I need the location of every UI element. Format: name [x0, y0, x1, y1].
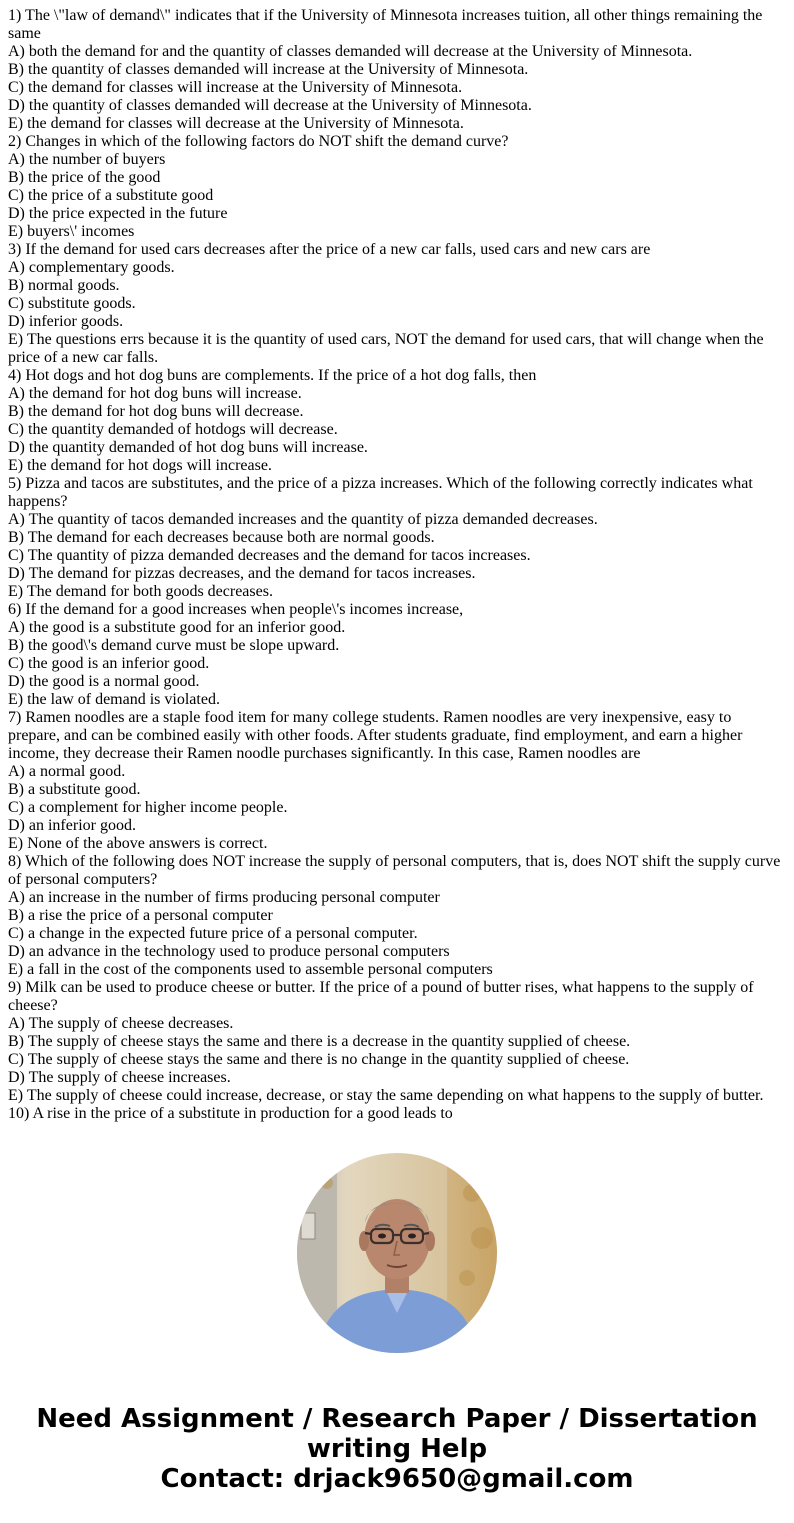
- question-2-option-a: A) the number of buyers: [8, 151, 166, 168]
- question-1-option-a: A) both the demand for and the quantity of classes demanded will decrease at the University of Minnesota.: [8, 43, 693, 60]
- question-9-option-b: B) The supply of cheese stays the same and there is a decrease in the quantity supplied of cheese.: [8, 1033, 631, 1050]
- question-2-option-c: C) the price of a substitute good: [8, 187, 214, 204]
- question-document: [8, 7, 784, 1123]
- question-1-stem: 1) The \"law of demand\" indicates that if the University of Minnesota increases tuition, all other things remaining the same: [8, 7, 763, 42]
- question-9-option-a: A) The supply of cheese decreases.: [8, 1015, 234, 1032]
- question-2-stem: 2) Changes in which of the following factors do NOT shift the demand curve?: [8, 133, 509, 150]
- question-8-option-e: E) a fall in the cost of the components used to assemble personal computers: [8, 961, 493, 978]
- question-6-option-b: B) the good\'s demand curve must be slope upward.: [8, 637, 340, 654]
- question-3-option-c: C) substitute goods.: [8, 295, 136, 312]
- question-3-option-b: B) normal goods.: [8, 277, 120, 294]
- question-1-option-e: E) the demand for classes will decrease at the University of Minnesota.: [8, 115, 464, 132]
- question-3-option-d: D) inferior goods.: [8, 313, 124, 330]
- question-3-option-a: A) complementary goods.: [8, 259, 175, 276]
- question-3-stem: 3) If the demand for used cars decreases after the price of a new car falls, used cars and new cars are: [8, 241, 651, 258]
- question-1-option-c: C) the demand for classes will increase at the University of Minnesota.: [8, 79, 463, 96]
- question-6-option-c: C) the good is an inferior good.: [8, 655, 210, 672]
- question-8-option-d: D) an advance in the technology used to produce personal computers: [8, 943, 450, 960]
- promo-banner: [0, 1404, 794, 1494]
- question-7-option-b: B) a substitute good.: [8, 781, 141, 798]
- question-9-option-d: D) The supply of cheese increases.: [8, 1069, 231, 1086]
- question-4-option-b: B) the demand for hot dog buns will decrease.: [8, 403, 304, 420]
- question-8-option-c: C) a change in the expected future price of a personal computer.: [8, 925, 418, 942]
- author-photo: [297, 1153, 497, 1353]
- question-6-stem: 6) If the demand for a good increases when people\'s incomes increase,: [8, 601, 464, 618]
- question-3-option-e: E) The questions errs because it is the quantity of used cars, NOT the demand for used cars, that will change when the price of a new car falls.: [8, 331, 764, 366]
- portrait-illustration: [297, 1153, 497, 1353]
- question-6-option-d: D) the good is a normal good.: [8, 673, 200, 690]
- question-9-option-c: C) The supply of cheese stays the same and there is no change in the quantity supplied of cheese.: [8, 1051, 630, 1068]
- question-9-option-e: E) The supply of cheese could increase, decrease, or stay the same depending on what happens to the supply of butter.: [8, 1087, 764, 1104]
- question-4-option-a: A) the demand for hot dog buns will increase.: [8, 385, 302, 402]
- question-1-option-b: B) the quantity of classes demanded will increase at the University of Minnesota.: [8, 61, 529, 78]
- question-1-option-d: D) the quantity of classes demanded will decrease at the University of Minnesota.: [8, 97, 532, 114]
- question-8-stem: 8) Which of the following does NOT increase the supply of personal computers, that is, does NOT shift the supply curve of personal computers?: [8, 853, 781, 888]
- question-7-stem: 7) Ramen noodles are a staple food item for many college students. Ramen noodles are very inexpensive, easy to prepare, and can be combined easily with other foods. After students graduate, find employment, and earn a higher income, they decrease their Ramen noodle purchases significantly. In this case, Ramen noodles are: [8, 709, 743, 762]
- question-4-option-d: D) the quantity demanded of hot dog buns will increase.: [8, 439, 368, 456]
- question-4-option-e: E) the demand for hot dogs will increase.: [8, 457, 272, 474]
- question-5-option-b: B) The demand for each decreases because both are normal goods.: [8, 529, 435, 546]
- question-7-option-d: D) an inferior good.: [8, 817, 136, 834]
- question-5-option-a: A) The quantity of tacos demanded increases and the quantity of pizza demanded decreases.: [8, 511, 598, 528]
- question-7-option-a: A) a normal good.: [8, 763, 126, 780]
- question-6-option-e: E) the law of demand is violated.: [8, 691, 220, 708]
- question-2-option-b: B) the price of the good: [8, 169, 161, 186]
- promo-subheadline: writing Help: [306, 1434, 488, 1464]
- question-5-option-d: D) The demand for pizzas decreases, and the demand for tacos increases.: [8, 565, 476, 582]
- question-10-stem: 10) A rise in the price of a substitute in production for a good leads to: [8, 1105, 453, 1122]
- question-5-stem: 5) Pizza and tacos are substitutes, and the price of a pizza increases. Which of the following correctly indicates what happens?: [8, 475, 753, 510]
- question-2-option-d: D) the price expected in the future: [8, 205, 228, 222]
- question-5-option-c: C) The quantity of pizza demanded decreases and the demand for tacos increases.: [8, 547, 531, 564]
- promo-contact: Contact: drjack9650@gmail.com: [160, 1464, 634, 1494]
- question-8-option-b: B) a rise the price of a personal computer: [8, 907, 273, 924]
- question-8-option-a: A) an increase in the number of firms producing personal computer: [8, 889, 440, 906]
- question-9-stem: 9) Milk can be used to produce cheese or butter. If the price of a pound of butter rises, what happens to the supply of cheese?: [8, 979, 754, 1014]
- question-4-option-c: C) the quantity demanded of hotdogs will decrease.: [8, 421, 338, 438]
- question-4-stem: 4) Hot dogs and hot dog buns are complements. If the price of a hot dog falls, then: [8, 367, 537, 384]
- question-6-option-a: A) the good is a substitute good for an inferior good.: [8, 619, 346, 636]
- promo-headline: Need Assignment / Research Paper / Dissertation: [36, 1404, 758, 1434]
- question-7-option-c: C) a complement for higher income people.: [8, 799, 288, 816]
- question-7-option-e: E) None of the above answers is correct.: [8, 835, 268, 852]
- question-2-option-e: E) buyers\' incomes: [8, 223, 135, 240]
- question-5-option-e: E) The demand for both goods decreases.: [8, 583, 273, 600]
